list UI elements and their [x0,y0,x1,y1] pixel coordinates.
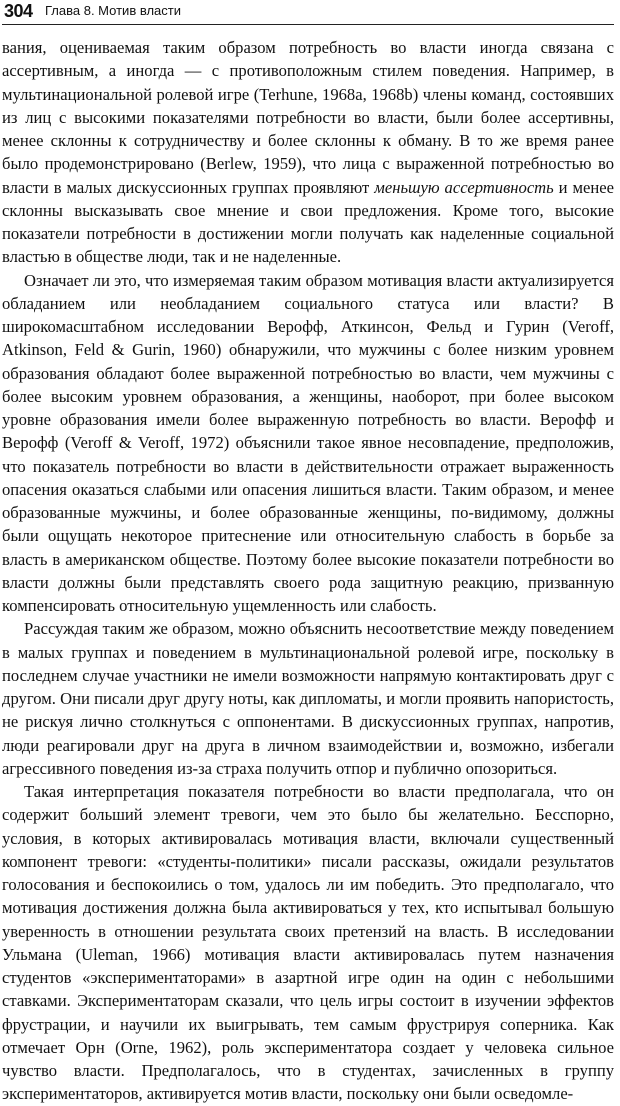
paragraph-1-part-a: вания, оцениваемая таким образом потребность во власти иногда связана с ассертивным, а иногда — с противоположным стилем поведения. Например, в мультинациональной ролевой игре (Terhune, 1968a, 1968b) члены команд, состоявших из лиц с высокими показателями потребности во власти, были более ассертивны, менее склонны к сотрудничеству и более склонны к обману. В то же время ранее было продемонстрировано (Berlew, 1959), что лица с выраженной потребностью во власти в малых дискуссионных группах проявляют [2,38,614,197]
paragraph-1-part-b: и менее склонны высказывать свое мнение и свои предложения. Кроме того, высокие показатели потребности в достижении могли получать как наделенные социальной властью в обществе люди, так и не наделенные. [2,177,614,267]
page-body [2,36,614,1106]
paragraph-2: Означает ли это, что измеряемая таким образом мотивация власти актуализируется обладанием или необладанием социального статуса или власти? В широкомасштабном исследовании Верофф, Аткинсон, Фельд и Гурин (Veroff, Atkinson, Feld & Gurin, 1960) обнаружили, что мужчины с более низким уровнем образования обладают более выраженной потребностью во власти, чем мужчины с более высоким уровнем образования, а женщины, наоборот, при более высоком уровне образования имели более выраженную потребность во власти. Верофф и Верофф (Veroff & Veroff, 1972) объяснили такое явное несовпадение, предположив, что показатель потребности во власти в действительности отражает выраженность опасения оказаться слабыми или опасения лишиться власти. Таким образом, и менее образованные мужчины, и более образованные женщины, по-видимому, должны были ощущать некоторое притеснение или относительную слабость в борьбе за власть в американском обществе. Поэтому более высокие показатели потребности во власти должны были представлять своего рода защитную реакцию, призванную компенсировать относительную ущемленность или слабость. [2,270,614,615]
paragraph-1 [2,36,614,269]
running-header [2,0,614,25]
page-number: 304 [4,1,33,21]
paragraph-1-emphasis: меньшую ассертивность [374,177,554,197]
paragraph-3: Рассуждая таким же образом, можно объяснить несоответствие между поведением в малых группах и поведением в мультинациональной ролевой игре, поскольку в последнем случае участники не имели возможности напрямую контактировать друг с другом. Они писали друг другу ноты, как дипломаты, и могли проявить напористость, не рискуя лично столкнуться с оппонентами. В дискуссионных группах, напротив, люди реагировали друг на друга в личном взаимодействии и, возможно, избегали агрессивного поведения из-за страха получить отпор и публично опозориться. [2,619,614,778]
chapter-title: Глава 8. Мотив власти [45,3,181,18]
paragraph-4: Такая интерпретация показателя потребности во власти предполагала, что он содержит больший элемент тревоги, чем это было бы желательно. Бесспорно, условия, в которых активировалась мотивация власти, включали существенный компонент тревоги: «студенты-политики» писали рассказы, ожидали результатов голосования и беспокоились о том, удалось ли им победить. Это предполагало, что мотивация достижения должна была активироваться у тех, кто испытывал большую уверенность в отношении результата своих претензий на власть. В исследовании Ульмана (Uleman, 1966) мотивация власти активировалась путем назначения студентов «экспериментаторами» в азартной игре один на один с небольшими ставками. Экспериментаторам сказали, что цель игры состоит в изучении эффектов фрустрации, и научили их выигрывать, тем самым фрустрируя соперника. Как отмечает Орн (Orne, 1962), роль экспериментатора создает у человека сильное чувство власти. Предполагалось, что в студентах, зачисленных в группу экспериментаторов, активируется мотив власти, поскольку они были осведомле- [2,782,614,1104]
